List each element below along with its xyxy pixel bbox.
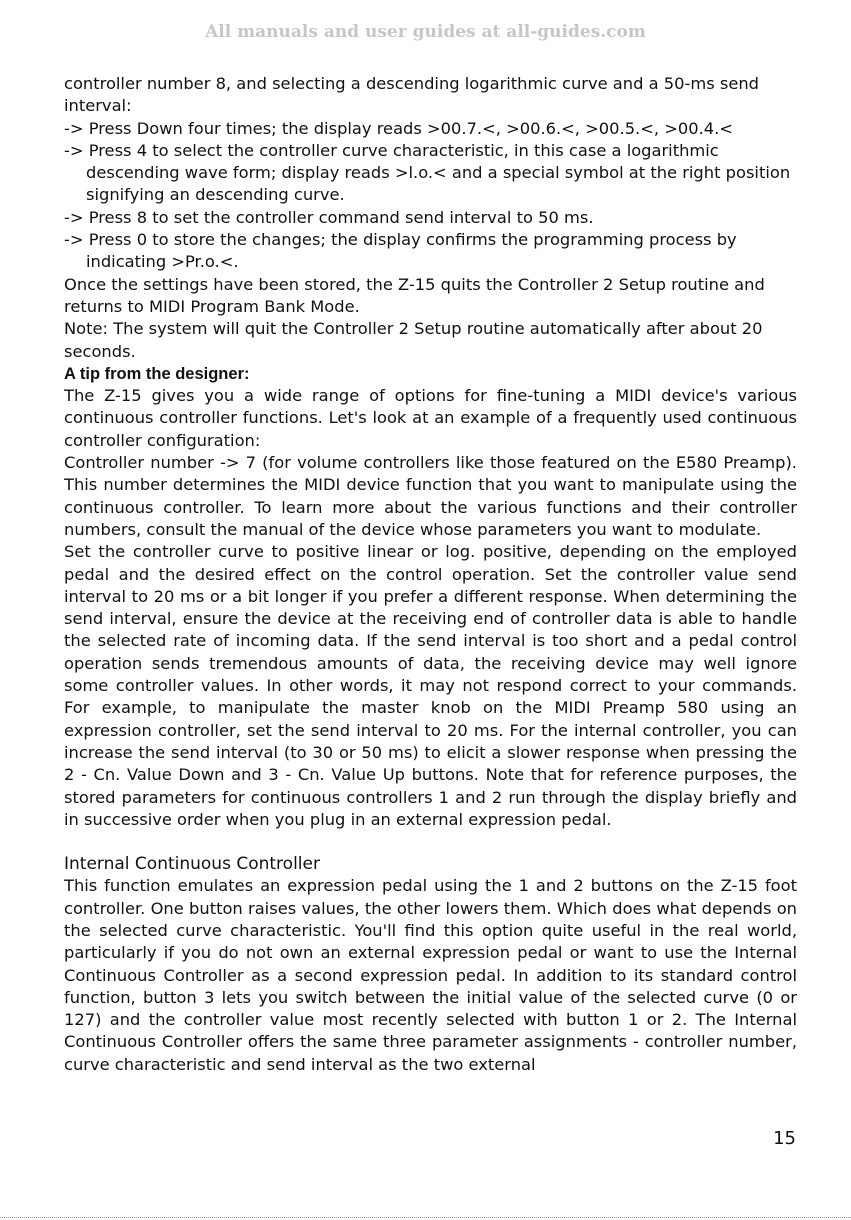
paragraph-tip-intro: The Z-15 gives you a wide range of options for fine-tuning a MIDI device's various continuous controller functions. Let's look at an example of a frequently used continuous controller configuration:: [64, 386, 797, 450]
paragraph-controller-number: Controller number -> 7 (for volume controllers like those featured on the E580 Preamp). This number determines the MIDI device function that you want to manipulate using the continuous controller. To learn more about the various functions and their controller numbers, consult the manual of the device whose parameters you want to modulate.: [64, 453, 797, 539]
paragraph-note: Note: The system will quit the Controller 2 Setup routine automatically after about 20 seconds.: [64, 319, 763, 361]
page-bottom-divider: [0, 1217, 851, 1218]
step-press-0: -> Press 0 to store the changes; the display confirms the programming process by indicating >Pr.o.<.: [64, 230, 737, 272]
paragraph-internal-controller: This function emulates an expression pedal using the 1 and 2 buttons on the Z-15 foot controller. One button raises values, the other lowers them. Which does what depends on the selected curve characteristic. You'll find this option quite useful in the real world, particularly if you do not own an external expression pedal or want to use the Internal Continuous Controller as a second expression pedal. In addition to its standard control function, button 3 lets you switch between the initial value of the selected curve (0 or 127) and the controller value most recently selected with button 1 or 2. The Internal Continuous Controller offers the same three parameter assignments - controller number, curve characteristic and send interval as the two external: [64, 876, 797, 1074]
tip-heading: A tip from the designer:: [64, 364, 250, 383]
paragraph-intro: controller number 8, and selecting a descending logarithmic curve and a 50-ms send interval:: [64, 74, 760, 116]
paragraph-settings-stored: Once the settings have been stored, the Z-15 quits the Controller 2 Setup routine and returns to MIDI Program Bank Mode.: [64, 274, 765, 316]
page-number: 15: [773, 1128, 796, 1149]
section-heading: Internal Continuous Controller: [64, 854, 320, 875]
watermark: All manuals and user guides at all-guides.com: [205, 22, 646, 42]
page-body: [64, 73, 797, 1076]
step-press-8: -> Press 8 to set the controller command send interval to 50 ms.: [64, 207, 594, 227]
paragraph-controller-curve: Set the controller curve to positive linear or log. positive, depending on the employed pedal and the desired effect on the control operation. Set the controller value send interval to 20 ms or a bit longer if you prefer a different response. When determining the send interval, ensure the device at the receiving end of controller data is able to handle the selected rate of incoming data. If the send interval is too short and a pedal control operation sends tremendous amounts of data, the receiving device may well ignore some controller values. In other words, it may not respond correct to your commands. For example, to manipulate the master knob on the MIDI Preamp 580 using an expression controller, set the send interval to 20 ms. For the internal controller, you can increase the send interval (to 30 or 50 ms) to elicit a slower response when pressing the 2 - Cn. Value Down and 3 - Cn. Value Up buttons. Note that for reference purposes, the stored parameters for continuous controllers 1 and 2 run through the display briefly and in successive order when you plug in an external expression pedal.: [64, 542, 797, 829]
step-press-down: -> Press Down four times; the display reads >00.7.<, >00.6.<, >00.5.<, >00.4.<: [64, 118, 733, 138]
step-press-4: -> Press 4 to select the controller curve characteristic, in this case a logarithmic descending wave form; display reads >l.o.< and a special symbol at the right position signifying an descending curve.: [64, 140, 791, 205]
section-spacer: [64, 831, 797, 853]
